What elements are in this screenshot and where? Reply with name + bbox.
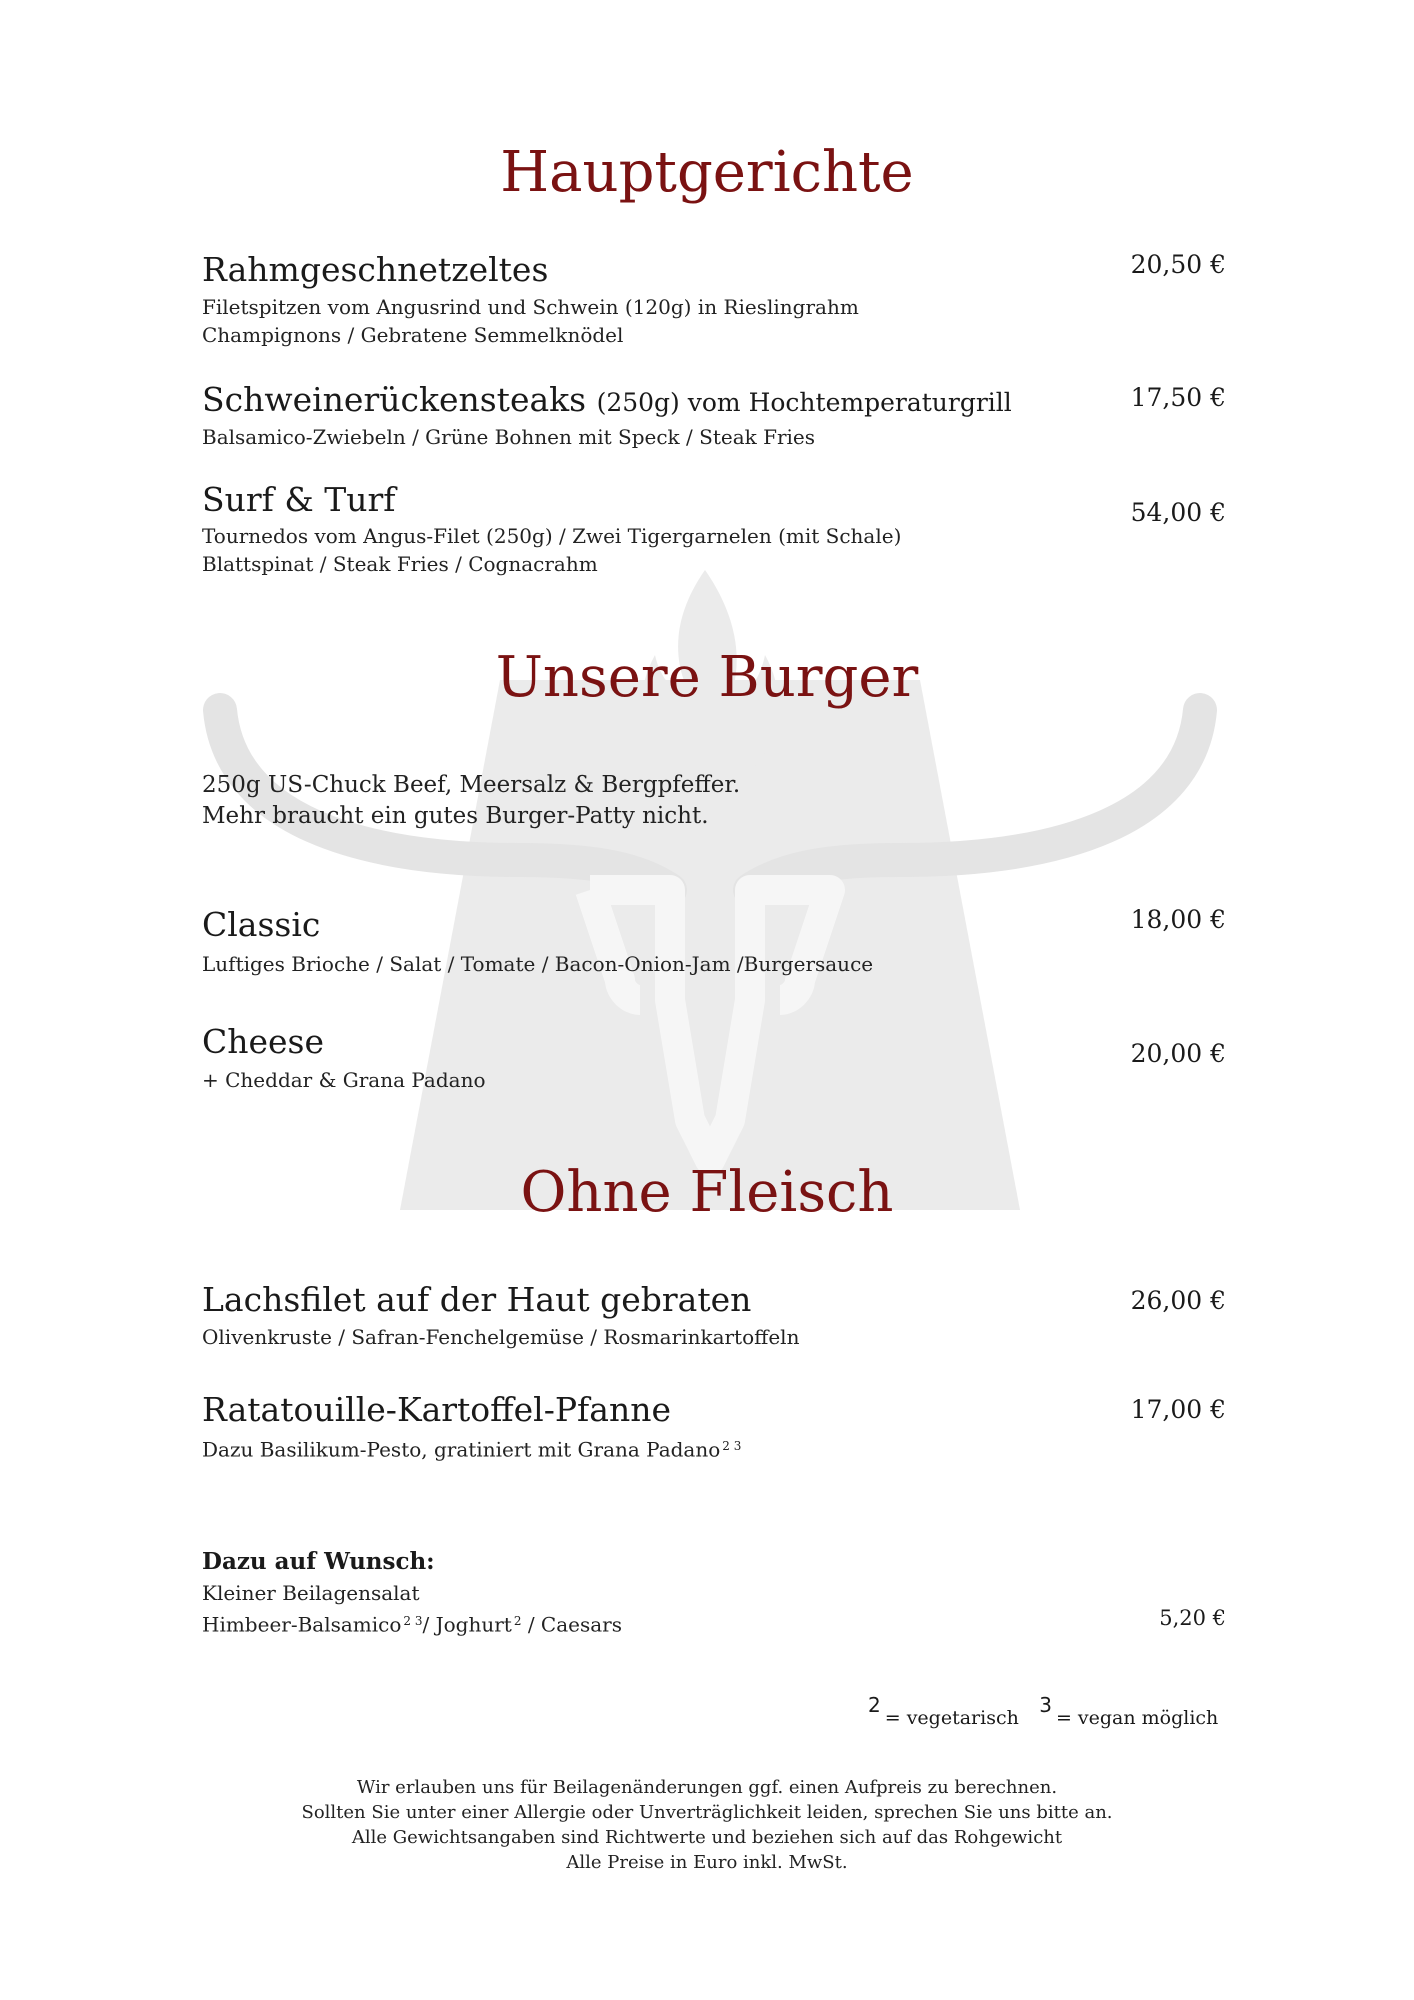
legend-text: = vegetarisch [884,1707,1019,1729]
section-heading-veggie: Ohne Fleisch [520,1160,894,1225]
dish-price: 54,00 € [1130,498,1226,527]
footnote-marker: 2 3 [722,1439,742,1453]
extras-option: / Caesars [527,1612,622,1637]
dish-price: 18,00 € [1130,905,1226,934]
legend-number: 3 [1039,1693,1052,1717]
footnote-marker: 2 3 [403,1614,423,1628]
section-heading-main: Hauptgerichte [500,140,914,205]
dish-description: Filetspitzen vom Angusrind und Schwein (120g) in Rieslingrahm [202,295,859,319]
burger-intro: Mehr braucht ein gutes Burger-Patty nicht. [202,803,709,829]
dish-description: Blattspinat / Steak Fries / Cognacrahm [202,552,598,576]
dish-price: 20,50 € [1130,250,1226,279]
dish-title: Surf & Turf [202,480,396,519]
footer-line: Sollten Sie unter einer Allergie oder Unverträglichkeit leiden, sprechen Sie uns bitte an. [301,1802,1113,1823]
dish-description: Champignons / Gebratene Semmelknödel [202,323,624,347]
extras-option: / Joghurt [422,1612,512,1637]
dish-description: Tournedos vom Angus-Filet (250g) / Zwei Tigergarnelen (mit Schale) [202,524,902,548]
extras-heading: Dazu auf Wunsch: [202,1548,435,1575]
dish-title: Ratatouille-Kartoffel-Pfanne [202,1390,671,1429]
dish-title-main: Schweinerückensteaks [202,380,587,419]
dish-price: 17,50 € [1130,383,1226,412]
extras-line [202,1607,622,1639]
legend-number: 2 [868,1693,881,1717]
extras-line: Kleiner Beilagensalat [202,1581,420,1605]
dish-description-text: Dazu Basilikum-Pesto, gratiniert mit Grana Padano [202,1437,721,1462]
extras-option: Himbeer-Balsamico [202,1612,402,1637]
dish-description: Luftiges Brioche / Salat / Tomate / Bacon-Onion-Jam /Burgersauce [202,952,874,976]
footer-line: Alle Preise in Euro inkl. MwSt. [566,1852,848,1873]
extras-price: 5,20 € [1159,1606,1226,1630]
footer-notes [0,1775,1414,1875]
dish-description: + Cheddar & Grana Padano [202,1068,486,1092]
dish-price: 17,00 € [1130,1395,1226,1424]
dish-title: Lachsfilet auf der Haut gebraten [202,1280,752,1319]
dish-title: Cheese [202,1022,325,1061]
dish-description [202,1432,741,1464]
dish-title: Rahmgeschnetzeltes [202,250,549,289]
section-heading-burger: Unsere Burger [495,645,919,710]
dish-price: 26,00 € [1130,1286,1226,1315]
dish-description: Olivenkruste / Safran-Fenchelgemüse / Rosmarinkartoffeln [202,1325,800,1349]
footer-line: Wir erlauben uns für Beilagenänderungen ggf. einen Aufpreis zu berechnen. [356,1777,1058,1798]
footnote-legend [868,1693,1232,1729]
legend-text: = vegan möglich [1055,1707,1219,1729]
dish-price: 20,00 € [1130,1039,1226,1068]
footnote-marker: 2 [513,1614,522,1628]
dish-title: Classic [202,905,321,944]
dish-title-suffix: (250g) vom Hochtemperaturgrill [596,388,1012,417]
dish-description: Balsamico-Zwiebeln / Grüne Bohnen mit Speck / Steak Fries [202,425,816,449]
footer-line: Alle Gewichtsangaben sind Richtwerte und beziehen sich auf das Rohgewicht [351,1827,1063,1848]
dish-title [202,380,1012,419]
burger-intro: 250g US-Chuck Beef, Meersalz & Bergpfeffer. [202,772,741,798]
